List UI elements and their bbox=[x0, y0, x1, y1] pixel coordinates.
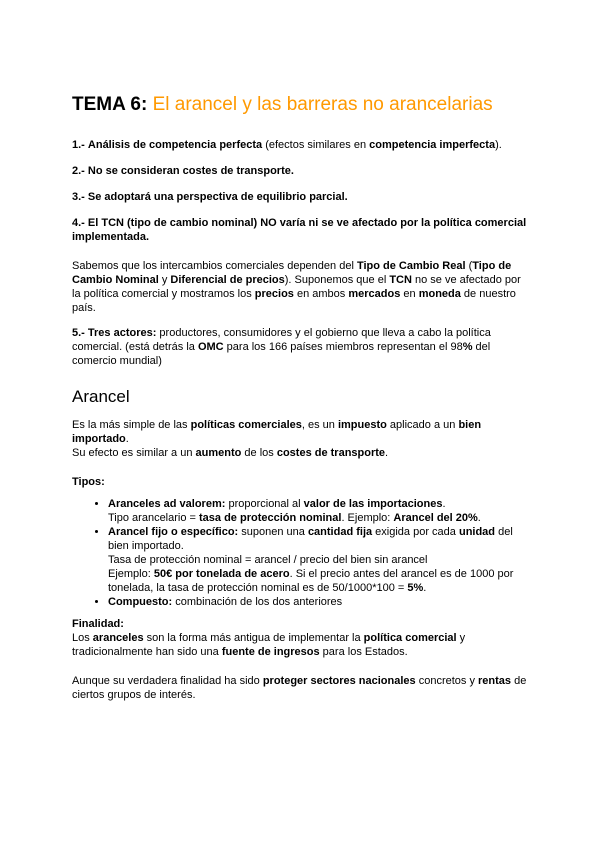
aunque-paragraph bbox=[72, 674, 528, 702]
finalidad-paragraph bbox=[72, 631, 528, 659]
adval-text: proporcional al bbox=[225, 498, 304, 510]
effect-bold: costes de transporte bbox=[276, 447, 386, 459]
comp-text: combinación de los dos anteriores bbox=[172, 596, 343, 608]
aunque-text: Aunque su verdadera finalidad ha sido bbox=[72, 675, 263, 687]
aunque-bold: rentas bbox=[478, 675, 512, 687]
tcn-text: en ambos bbox=[293, 288, 349, 300]
tipos-label bbox=[72, 475, 528, 489]
fijo-formula: Tasa de protección nominal = arancel / precio del bien sin arancel bbox=[108, 554, 428, 566]
def-text: . bbox=[125, 433, 129, 445]
point-1-text2: ). bbox=[495, 139, 502, 151]
fijo-bold: 50€ por tonelada de acero bbox=[153, 568, 290, 580]
list-item-compuesto bbox=[108, 595, 528, 609]
finalidad-text: y tradicionalmente han sido una bbox=[72, 632, 466, 658]
adval-text: . bbox=[442, 498, 446, 510]
def-bold: políticas comerciales bbox=[190, 419, 302, 431]
aunque-text: concretos y bbox=[415, 675, 479, 687]
title-accent: El arancel y las barreras no arancelarias bbox=[152, 94, 493, 115]
tcn-text: no se ve afectado por la política comercial y mostramos los bbox=[72, 274, 521, 300]
aunque-text: de ciertos grupos de interés. bbox=[72, 675, 527, 701]
tcn-bold: TCN bbox=[389, 274, 412, 286]
paragraph-tcn bbox=[72, 259, 528, 315]
finalidad-text: Los bbox=[72, 632, 93, 644]
point-4 bbox=[72, 216, 528, 244]
list-item-ad-valorem bbox=[108, 497, 528, 525]
point-5-text: para los 166 países miembros representan el 98 bbox=[223, 341, 463, 353]
finalidad-text: son la forma más antigua de implementar la bbox=[143, 632, 364, 644]
fijo-bold: unidad bbox=[458, 526, 496, 538]
tcn-bold: Diferencial de precios bbox=[170, 274, 285, 286]
def-text: , es un bbox=[301, 419, 338, 431]
point-2-bold: No se consideran costes de transporte. bbox=[87, 165, 294, 177]
tipos-list bbox=[72, 497, 528, 609]
tcn-bold: Tipo de Cambio Nominal bbox=[72, 260, 512, 286]
point-3-num: 3.- bbox=[72, 191, 85, 203]
arancel-effect bbox=[72, 446, 528, 460]
arancel-definition bbox=[72, 418, 528, 446]
tcn-bold: moneda bbox=[418, 288, 461, 300]
fijo-bold: 5% bbox=[407, 582, 424, 594]
point-5-text: productores, consumidores y el gobierno que lleva a cabo la política comercial. (está detrás la bbox=[72, 327, 491, 353]
tcn-text: ( bbox=[465, 260, 473, 272]
point-3-bold: Se adoptará una perspectiva de equilibrio parcial. bbox=[87, 191, 348, 203]
tcn-bold: mercados bbox=[348, 288, 401, 300]
point-2-num: 2.- bbox=[72, 165, 85, 177]
def-bold: impuesto bbox=[337, 419, 387, 431]
page-title bbox=[72, 92, 528, 117]
comp-bold: Compuesto: bbox=[108, 596, 173, 608]
tcn-text: ). Suponemos que el bbox=[284, 274, 390, 286]
fijo-text: . Si el precio antes del arancel es de 1000 por tonelada, la tasa de protección nominal es de 50/1000*100 = bbox=[108, 568, 514, 594]
def-text: aplicado a un bbox=[386, 419, 459, 431]
point-1 bbox=[72, 138, 528, 152]
title-lead: TEMA 6: bbox=[72, 94, 153, 115]
adval-bold: valor de las importaciones bbox=[303, 498, 443, 510]
finalidad-label bbox=[72, 617, 528, 631]
point-3 bbox=[72, 190, 528, 204]
effect-text: Su efecto es similar a un bbox=[72, 447, 196, 459]
point-5-bold: 5.- Tres actores: bbox=[72, 327, 157, 339]
tipos-label-text: Tipos: bbox=[72, 476, 105, 488]
point-2 bbox=[72, 164, 528, 178]
def-text: Es la más simple de las bbox=[72, 419, 191, 431]
fijo-text: del bien importado. bbox=[108, 526, 513, 552]
effect-text: de los bbox=[241, 447, 277, 459]
adval-bold: Aranceles ad valorem: bbox=[108, 498, 226, 510]
fijo-text: exigida por cada bbox=[372, 526, 459, 538]
section-heading-arancel: Arancel bbox=[72, 387, 130, 406]
def-bold: bien importado bbox=[72, 419, 482, 445]
fijo-bold: cantidad fija bbox=[307, 526, 373, 538]
finalidad-bold: aranceles bbox=[92, 632, 144, 644]
point-4-bold: El TCN (tipo de cambio nominal) NO varía ni se ve afectado por la política comercial implementada. bbox=[72, 217, 527, 243]
point-1-num: 1.- bbox=[72, 139, 85, 151]
fijo-text: . bbox=[423, 582, 427, 594]
tcn-text: y bbox=[158, 274, 171, 286]
adval-text: . bbox=[477, 512, 481, 524]
aunque-bold: proteger sectores nacionales bbox=[262, 675, 416, 687]
finalidad-text: para los Estados. bbox=[319, 646, 408, 658]
tcn-bold: Tipo de Cambio Real bbox=[356, 260, 466, 272]
point-4-num: 4.- bbox=[72, 217, 85, 229]
fijo-text: Ejemplo: bbox=[108, 568, 154, 580]
point-5-omc: OMC bbox=[197, 341, 224, 353]
tcn-bold: precios bbox=[254, 288, 294, 300]
tcn-text: en bbox=[400, 288, 419, 300]
effect-text: . bbox=[385, 447, 389, 459]
fijo-bold: Arancel fijo o específico: bbox=[108, 526, 239, 538]
fijo-text: suponen una bbox=[238, 526, 308, 538]
point-5 bbox=[72, 326, 528, 368]
effect-bold: aumento bbox=[195, 447, 242, 459]
finalidad-bold: fuente de ingresos bbox=[221, 646, 320, 658]
tcn-text: de nuestro país. bbox=[72, 288, 516, 314]
point-5-percent: % bbox=[462, 341, 473, 353]
list-item-fijo bbox=[108, 525, 528, 595]
tcn-text: Sabemos que los intercambios comerciales dependen del bbox=[72, 260, 357, 272]
point-1-bold: Análisis de competencia perfecta bbox=[87, 139, 263, 151]
adval-text: . Ejemplo: bbox=[341, 512, 394, 524]
adval-text: Tipo arancelario = bbox=[108, 512, 200, 524]
finalidad-bold: política comercial bbox=[363, 632, 457, 644]
finalidad-label-text: Finalidad: bbox=[72, 618, 124, 630]
point-1-bold2: competencia imperfecta bbox=[369, 139, 496, 151]
adval-bold: tasa de protección nominal bbox=[199, 512, 342, 524]
point-5-text: del comercio mundial) bbox=[72, 341, 491, 367]
adval-bold: Arancel del 20% bbox=[393, 512, 478, 524]
point-1-text: (efectos similares en bbox=[262, 139, 370, 151]
